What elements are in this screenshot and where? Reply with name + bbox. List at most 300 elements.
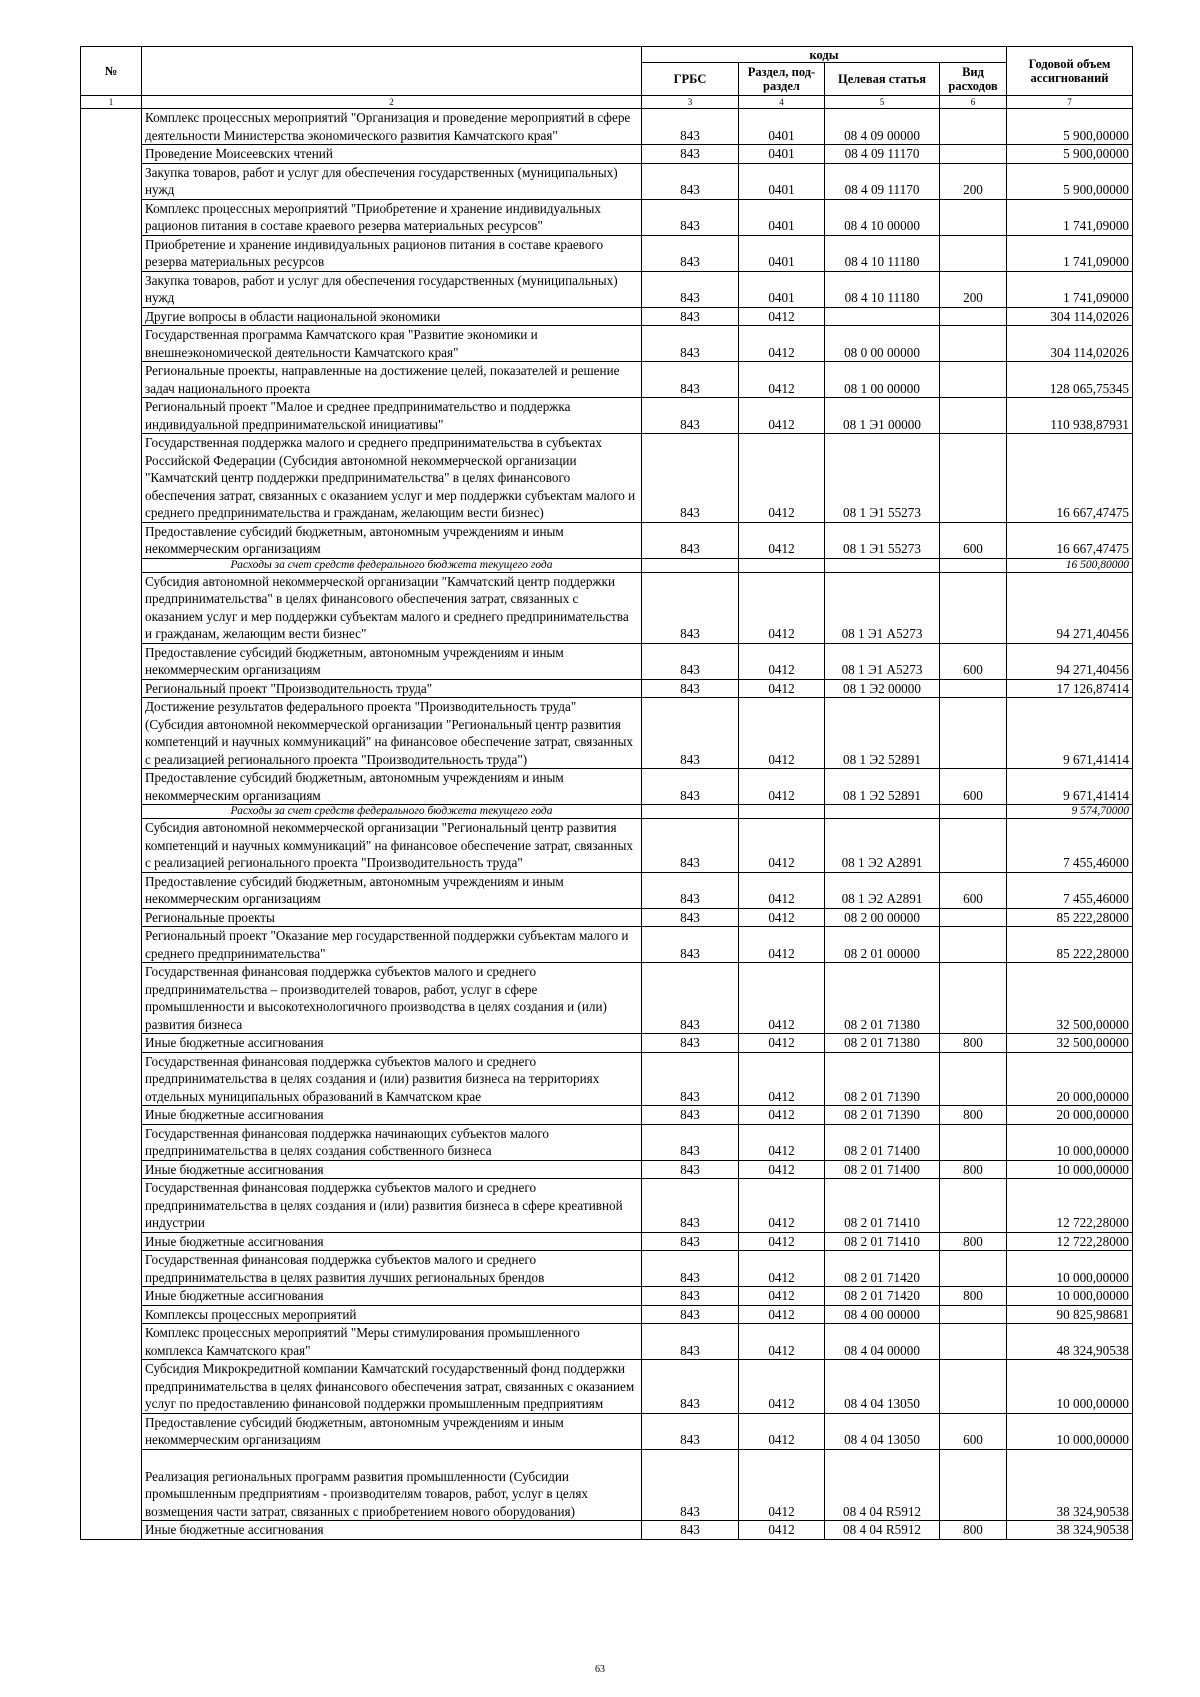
table-row (81, 1124, 1133, 1160)
table-row (81, 679, 1133, 698)
amount-cell: 1 741,09000 (1007, 199, 1133, 235)
grbs-code-cell: 843 (642, 1179, 739, 1233)
row-number-cell (81, 398, 142, 434)
federal-funds-row (81, 805, 1133, 819)
razdel-code-cell: 0401 (739, 163, 825, 199)
expense-name-cell: Субсидия автономной некоммерческой организации "Региональный центр развития компетенций и научных коммуникаций" на финансовое обеспечение затрат, связанных с реализацией регионального проекта "Производительность труда" (142, 819, 642, 873)
razdel-code-cell: 0412 (739, 1052, 825, 1106)
expense-name-cell: Иные бюджетные ассигнования (142, 1521, 642, 1540)
expense-type-cell (940, 1324, 1007, 1360)
amount-cell: 9 574,70000 (1007, 805, 1133, 819)
target-article-cell: 08 2 01 71410 (825, 1232, 940, 1251)
grbs-code-cell (642, 805, 739, 819)
expense-name-cell: Другие вопросы в области национальной экономики (142, 307, 642, 326)
col-index-6: 6 (940, 96, 1007, 109)
row-number-cell (81, 1232, 142, 1251)
amount-cell: 90 825,98681 (1007, 1305, 1133, 1324)
table-row (81, 362, 1133, 398)
row-number-cell (81, 1521, 142, 1540)
expense-type-cell (940, 679, 1007, 698)
target-article-cell: 08 2 00 00000 (825, 908, 940, 927)
target-article-cell: 08 2 01 00000 (825, 927, 940, 963)
expense-name-cell: Иные бюджетные ассигнования (142, 1232, 642, 1251)
expense-type-cell (940, 1251, 1007, 1287)
expense-type-cell (940, 558, 1007, 572)
target-article-cell: 08 1 Э1 55273 (825, 522, 940, 558)
table-row (81, 769, 1133, 805)
vid-header: Вид расходов (940, 63, 1007, 96)
expense-name-cell: Региональные проекты (142, 908, 642, 927)
razdel-code-cell: 0412 (739, 819, 825, 873)
table-row (81, 572, 1133, 643)
amount-cell: 110 938,87931 (1007, 398, 1133, 434)
target-article-cell: 08 2 01 71390 (825, 1106, 940, 1125)
expense-name-cell: Закупка товаров, работ и услуг для обеспечения государственных (муниципальных) нужд (142, 271, 642, 307)
amount-cell: 20 000,00000 (1007, 1052, 1133, 1106)
table-row (81, 927, 1133, 963)
expense-name-cell: Расходы за счет средств федерального бюджета текущего года (142, 558, 642, 572)
table-row (81, 1251, 1133, 1287)
target-article-cell: 08 4 09 00000 (825, 109, 940, 145)
expense-type-cell: 200 (940, 163, 1007, 199)
grbs-code-cell: 843 (642, 872, 739, 908)
amount-cell: 7 455,46000 (1007, 872, 1133, 908)
expense-name-cell: Достижение результатов федерального проекта "Производительность труда" (Субсидия автономной некоммерческой организации "Региональный центр развития компетенций и научных коммуникаций" на финансовое обеспечение затрат, связанных с реализацией регионального проекта "Производительность труда") (142, 698, 642, 769)
row-number-cell (81, 1179, 142, 1233)
row-number-cell (81, 572, 142, 643)
expense-name-cell: Комплексы процессных мероприятий (142, 1305, 642, 1324)
row-number-cell (81, 235, 142, 271)
amount-cell: 9 671,41414 (1007, 769, 1133, 805)
target-article-cell: 08 4 04 R5912 (825, 1521, 940, 1540)
grbs-code-cell: 843 (642, 963, 739, 1034)
grbs-code-cell: 843 (642, 769, 739, 805)
row-number-cell (81, 805, 142, 819)
expense-name-cell: Государственная финансовая поддержка субъектов малого и среднего предпринимательства в целях создания и (или) развития бизнеса в сфере креативной индустрии (142, 1179, 642, 1233)
grbs-code-cell: 843 (642, 1449, 739, 1521)
amount-cell: 10 000,00000 (1007, 1360, 1133, 1414)
expense-type-cell (940, 307, 1007, 326)
target-article-cell: 08 1 Э2 А2891 (825, 819, 940, 873)
razdel-code-cell: 0412 (739, 679, 825, 698)
expense-name-cell: Субсидия Микрокредитной компании Камчатский государственный фонд поддержки предпринимательства в целях финансового обеспечения затрат, связанных с оказанием услуг по предоставлению финансовой поддержки промышленным предприятиям (142, 1360, 642, 1414)
table-row (81, 819, 1133, 873)
amount-cell: 5 900,00000 (1007, 109, 1133, 145)
amount-cell: 48 324,90538 (1007, 1324, 1133, 1360)
expense-name-cell: Государственная финансовая поддержка субъектов малого и среднего предпринимательства – производителей товаров, работ, услуг в сфере промышленности и высокотехнологичного производства в целях создания и (или) развития бизнеса (142, 963, 642, 1034)
expense-type-cell (940, 362, 1007, 398)
col-name-header (142, 47, 642, 96)
codes-header: коды (642, 47, 1007, 63)
row-number-cell (81, 1305, 142, 1324)
table-row (81, 163, 1133, 199)
expense-name-cell: Расходы за счет средств федерального бюджета текущего года (142, 805, 642, 819)
razdel-code-cell: 0412 (739, 1360, 825, 1414)
razdel-code-cell: 0412 (739, 643, 825, 679)
grbs-code-cell: 843 (642, 1052, 739, 1106)
grbs-code-cell: 843 (642, 434, 739, 523)
grbs-code-cell: 843 (642, 199, 739, 235)
razdel-code-cell: 0412 (739, 1124, 825, 1160)
target-article-cell (825, 307, 940, 326)
grbs-code-cell (642, 558, 739, 572)
expense-name-cell: Региональный проект "Оказание мер государственной поддержки субъектам малого и среднего предпринимательства" (142, 927, 642, 963)
razdel-code-cell (739, 805, 825, 819)
razdel-code-cell: 0412 (739, 1034, 825, 1053)
target-article-cell: 08 2 01 71390 (825, 1052, 940, 1106)
row-number-cell (81, 522, 142, 558)
row-number-cell (81, 271, 142, 307)
expense-type-cell (940, 145, 1007, 164)
amount-cell: 94 271,40456 (1007, 643, 1133, 679)
table-row (81, 199, 1133, 235)
amount-cell: 7 455,46000 (1007, 819, 1133, 873)
expense-name-cell: Государственная финансовая поддержка субъектов малого и среднего предпринимательства в целях создания и (или) развития бизнеса на территориях отдельных муниципальных образований в Камчатском крае (142, 1052, 642, 1106)
grbs-code-cell: 843 (642, 1360, 739, 1414)
table-row (81, 1413, 1133, 1449)
expense-name-cell: Иные бюджетные ассигнования (142, 1160, 642, 1179)
amount-cell: 5 900,00000 (1007, 163, 1133, 199)
expense-type-cell: 600 (940, 872, 1007, 908)
grbs-code-cell: 843 (642, 1251, 739, 1287)
row-number-cell (81, 1287, 142, 1306)
razdel-code-cell: 0412 (739, 698, 825, 769)
expense-type-cell (940, 927, 1007, 963)
grbs-code-cell: 843 (642, 643, 739, 679)
grbs-code-cell: 843 (642, 927, 739, 963)
grbs-code-cell: 843 (642, 698, 739, 769)
row-number-cell (81, 362, 142, 398)
col-index-2: 2 (142, 96, 642, 109)
target-article-cell: 08 4 04 R5912 (825, 1449, 940, 1521)
amount-cell: 32 500,00000 (1007, 1034, 1133, 1053)
razdel-code-cell: 0412 (739, 326, 825, 362)
col-number-header: № (81, 47, 142, 96)
expense-name-cell: Комплекс процессных мероприятий "Меры стимулирования промышленного комплекса Камчатского края" (142, 1324, 642, 1360)
expense-name-cell: Региональный проект "Малое и среднее предпринимательство и поддержка индивидуальной предпринимательской инициативы" (142, 398, 642, 434)
row-number-cell (81, 326, 142, 362)
table-row (81, 1305, 1133, 1324)
target-article-cell: 08 1 Э2 А2891 (825, 872, 940, 908)
expense-type-cell (940, 1449, 1007, 1521)
expense-name-cell: Государственная финансовая поддержка начинающих субъектов малого предпринимательства в целях создания собственного бизнеса (142, 1124, 642, 1160)
target-article-cell: 08 0 00 00000 (825, 326, 940, 362)
table-body (81, 109, 1133, 1540)
expense-type-cell (940, 109, 1007, 145)
target-article-cell: 08 4 04 00000 (825, 1324, 940, 1360)
grbs-code-cell: 843 (642, 398, 739, 434)
row-number-cell (81, 307, 142, 326)
table-row (81, 1449, 1133, 1521)
expense-name-cell: Государственная поддержка малого и среднего предпринимательства в субъектах Российской Федерации (Субсидия автономной некоммерческой организации "Камчатский центр поддержки предпринимательства" в целях финансового обеспечения затрат, связанных с оказанием услуг и мер поддержки субъектам малого и среднего предпринимательства и гражданам, желающим вести бизнес) (142, 434, 642, 523)
table-row (81, 1287, 1133, 1306)
amount-cell: 17 126,87414 (1007, 679, 1133, 698)
grbs-code-cell: 843 (642, 271, 739, 307)
table-row (81, 1034, 1133, 1053)
target-article-cell: 08 4 10 00000 (825, 199, 940, 235)
grbs-header: ГРБС (642, 63, 739, 96)
target-article-cell: 08 1 Э1 А5273 (825, 643, 940, 679)
amount-cell: 304 114,02026 (1007, 307, 1133, 326)
grbs-code-cell: 843 (642, 522, 739, 558)
expense-type-cell (940, 963, 1007, 1034)
grbs-code-cell: 843 (642, 572, 739, 643)
razdel-code-cell: 0412 (739, 307, 825, 326)
amount-cell: 10 000,00000 (1007, 1287, 1133, 1306)
amount-cell: 5 900,00000 (1007, 145, 1133, 164)
col-index-3: 3 (642, 96, 739, 109)
grbs-code-cell: 843 (642, 1232, 739, 1251)
expense-type-cell: 600 (940, 522, 1007, 558)
expense-type-cell (940, 326, 1007, 362)
row-number-cell (81, 643, 142, 679)
expense-type-cell (940, 805, 1007, 819)
razdel-code-cell: 0412 (739, 1287, 825, 1306)
target-article-cell: 08 1 Э2 52891 (825, 769, 940, 805)
col-index-5: 5 (825, 96, 940, 109)
celevaya-header: Целевая статья (825, 63, 940, 96)
target-article-cell (825, 558, 940, 572)
target-article-cell: 08 1 Э1 00000 (825, 398, 940, 434)
amount-cell: 20 000,00000 (1007, 1106, 1133, 1125)
row-number-cell (81, 199, 142, 235)
grbs-code-cell: 843 (642, 326, 739, 362)
target-article-cell: 08 4 09 11170 (825, 145, 940, 164)
expense-type-cell (940, 819, 1007, 873)
grbs-code-cell: 843 (642, 307, 739, 326)
target-article-cell: 08 1 00 00000 (825, 362, 940, 398)
target-article-cell: 08 2 01 71420 (825, 1287, 940, 1306)
razdel-code-cell: 0412 (739, 1179, 825, 1233)
expense-type-cell (940, 1360, 1007, 1414)
expense-type-cell (940, 698, 1007, 769)
table-row (81, 326, 1133, 362)
razdel-code-cell: 0412 (739, 522, 825, 558)
amount-cell: 38 324,90538 (1007, 1521, 1133, 1540)
row-number-cell (81, 1324, 142, 1360)
expense-name-cell: Проведение Моисеевских чтений (142, 145, 642, 164)
row-number-cell (81, 1449, 142, 1521)
expense-name-cell: Государственная программа Камчатского края "Развитие экономики и внешнеэкономической деятельности Камчатского края" (142, 326, 642, 362)
table-row (81, 109, 1133, 145)
col-index-4: 4 (739, 96, 825, 109)
federal-funds-row (81, 558, 1133, 572)
grbs-code-cell: 843 (642, 1287, 739, 1306)
table-row (81, 522, 1133, 558)
row-number-cell (81, 558, 142, 572)
col-index-7: 7 (1007, 96, 1133, 109)
row-number-cell (81, 434, 142, 523)
row-number-cell (81, 698, 142, 769)
row-number-cell (81, 1251, 142, 1287)
razdel-code-cell: 0412 (739, 1251, 825, 1287)
budget-table (80, 46, 1133, 1540)
expense-type-cell: 800 (940, 1106, 1007, 1125)
table-row (81, 1521, 1133, 1540)
expense-type-cell (940, 1052, 1007, 1106)
row-number-cell (81, 1413, 142, 1449)
grbs-code-cell: 843 (642, 1160, 739, 1179)
expense-name-cell: Предоставление субсидий бюджетным, автономным учреждениям и иным некоммерческим организациям (142, 1413, 642, 1449)
grbs-code-cell: 843 (642, 1124, 739, 1160)
row-number-cell (81, 908, 142, 927)
table-row (81, 1232, 1133, 1251)
row-number-cell (81, 963, 142, 1034)
expense-name-cell: Региональные проекты, направленные на достижение целей, показателей и решение задач национального проекта (142, 362, 642, 398)
razdel-code-cell: 0412 (739, 1106, 825, 1125)
table-row (81, 1179, 1133, 1233)
razdel-code-cell: 0401 (739, 109, 825, 145)
table-row (81, 1052, 1133, 1106)
razdel-code-cell: 0401 (739, 271, 825, 307)
razdel-code-cell: 0401 (739, 145, 825, 164)
amount-cell: 85 222,28000 (1007, 908, 1133, 927)
razdel-code-cell: 0412 (739, 362, 825, 398)
expense-type-cell: 800 (940, 1232, 1007, 1251)
row-number-cell (81, 1124, 142, 1160)
expense-name-cell: Иные бюджетные ассигнования (142, 1034, 642, 1053)
table-row (81, 872, 1133, 908)
row-number-cell (81, 769, 142, 805)
target-article-cell: 08 2 01 71380 (825, 1034, 940, 1053)
amount-cell: 128 065,75345 (1007, 362, 1133, 398)
table-header (81, 47, 1133, 109)
amount-cell: 85 222,28000 (1007, 927, 1133, 963)
row-number-cell (81, 1034, 142, 1053)
expense-type-cell: 800 (940, 1287, 1007, 1306)
expense-type-cell: 600 (940, 1413, 1007, 1449)
razdel-code-cell: 0412 (739, 908, 825, 927)
row-number-cell (81, 1360, 142, 1414)
razdel-code-cell: 0412 (739, 1324, 825, 1360)
amount-cell: 10 000,00000 (1007, 1124, 1133, 1160)
expense-name-cell: Приобретение и хранение индивидуальных рационов питания в составе краевого резерва материальных ресурсов (142, 235, 642, 271)
grbs-code-cell: 843 (642, 908, 739, 927)
amount-cell: 38 324,90538 (1007, 1449, 1133, 1521)
razdel-code-cell: 0412 (739, 927, 825, 963)
target-article-cell: 08 4 04 13050 (825, 1413, 940, 1449)
expense-name-cell: Предоставление субсидий бюджетным, автономным учреждениям и иным некоммерческим организациям (142, 769, 642, 805)
target-article-cell: 08 4 10 11180 (825, 235, 940, 271)
expense-name-cell: Предоставление субсидий бюджетным, автономным учреждениям и иным некоммерческим организациям (142, 872, 642, 908)
col-index-1: 1 (81, 96, 142, 109)
amount-cell: 1 741,09000 (1007, 235, 1133, 271)
razdel-code-cell: 0412 (739, 398, 825, 434)
razdel-code-cell: 0412 (739, 1413, 825, 1449)
razdel-code-cell: 0412 (739, 1305, 825, 1324)
target-article-cell: 08 2 01 71420 (825, 1251, 940, 1287)
expense-type-cell: 800 (940, 1034, 1007, 1053)
grbs-code-cell: 843 (642, 1106, 739, 1125)
grbs-code-cell: 843 (642, 145, 739, 164)
expense-type-cell (940, 398, 1007, 434)
row-number-cell (81, 1106, 142, 1125)
target-article-cell: 08 2 01 71380 (825, 963, 940, 1034)
grbs-code-cell: 843 (642, 1305, 739, 1324)
amount-cell: 10 000,00000 (1007, 1251, 1133, 1287)
razdel-header: Раздел, под-раздел (739, 63, 825, 96)
target-article-cell: 08 4 09 11170 (825, 163, 940, 199)
grbs-code-cell: 843 (642, 1034, 739, 1053)
grbs-code-cell: 843 (642, 362, 739, 398)
expense-type-cell (940, 908, 1007, 927)
razdel-code-cell: 0401 (739, 235, 825, 271)
razdel-code-cell: 0412 (739, 963, 825, 1034)
expense-name-cell: Государственная финансовая поддержка субъектов малого и среднего предпринимательства в целях развития лучших региональных брендов (142, 1251, 642, 1287)
row-number-cell (81, 109, 142, 145)
expense-type-cell (940, 1179, 1007, 1233)
grbs-code-cell: 843 (642, 1324, 739, 1360)
expense-type-cell (940, 572, 1007, 643)
grbs-code-cell: 843 (642, 109, 739, 145)
table-row (81, 145, 1133, 164)
expense-name-cell: Предоставление субсидий бюджетным, автономным учреждениям и иным некоммерческим организациям (142, 643, 642, 679)
table-row (81, 698, 1133, 769)
table-row (81, 1160, 1133, 1179)
expense-type-cell (940, 1124, 1007, 1160)
amount-cell: 12 722,28000 (1007, 1232, 1133, 1251)
target-article-cell: 08 1 Э1 А5273 (825, 572, 940, 643)
target-article-cell: 08 1 Э2 00000 (825, 679, 940, 698)
razdel-code-cell: 0412 (739, 769, 825, 805)
expense-name-cell: Субсидия автономной некоммерческой организации "Камчатский центр поддержки предпринимательства" в целях финансового обеспечения затрат, связанных с оказанием услуг и мер поддержки субъектам малого и среднего предпринимательства и гражданам, желающим вести бизнес" (142, 572, 642, 643)
expense-name-cell: Комплекс процессных мероприятий "Организация и проведение мероприятий в сфере деятельности Министерства экономического развития Камчатского края" (142, 109, 642, 145)
table-row (81, 307, 1133, 326)
expense-type-cell (940, 235, 1007, 271)
expense-name-cell: Региональный проект "Производительность труда" (142, 679, 642, 698)
expense-name-cell: Комплекс процессных мероприятий "Приобретение и хранение индивидуальных рационов питания в составе краевого резерва материальных ресурсов" (142, 199, 642, 235)
table-row (81, 398, 1133, 434)
amount-cell: 94 271,40456 (1007, 572, 1133, 643)
expense-type-cell: 200 (940, 271, 1007, 307)
target-article-cell: 08 2 01 71400 (825, 1160, 940, 1179)
amount-cell: 1 741,09000 (1007, 271, 1133, 307)
target-article-cell: 08 2 01 71400 (825, 1124, 940, 1160)
table-row (81, 963, 1133, 1034)
table-row (81, 643, 1133, 679)
budget-table-sheet (80, 46, 1132, 1540)
razdel-code-cell: 0412 (739, 1160, 825, 1179)
table-row (81, 434, 1133, 523)
grbs-code-cell: 843 (642, 235, 739, 271)
expense-name-cell: Иные бюджетные ассигнования (142, 1106, 642, 1125)
grbs-code-cell: 843 (642, 819, 739, 873)
expense-type-cell: 800 (940, 1160, 1007, 1179)
row-number-cell (81, 927, 142, 963)
amount-cell: 10 000,00000 (1007, 1160, 1133, 1179)
table-row (81, 271, 1133, 307)
amount-cell: 16 500,80000 (1007, 558, 1133, 572)
expense-type-cell (940, 199, 1007, 235)
expense-type-cell: 600 (940, 643, 1007, 679)
amount-cell: 16 667,47475 (1007, 434, 1133, 523)
expense-name-cell: Иные бюджетные ассигнования (142, 1287, 642, 1306)
table-row (81, 1360, 1133, 1414)
amount-cell: 12 722,28000 (1007, 1179, 1133, 1233)
amount-cell: 16 667,47475 (1007, 522, 1133, 558)
amount-cell: 9 671,41414 (1007, 698, 1133, 769)
table-row (81, 1324, 1133, 1360)
grbs-code-cell: 843 (642, 1413, 739, 1449)
razdel-code-cell: 0412 (739, 1232, 825, 1251)
row-number-cell (81, 872, 142, 908)
row-number-cell (81, 819, 142, 873)
grbs-code-cell: 843 (642, 1521, 739, 1540)
table-row (81, 235, 1133, 271)
target-article-cell: 08 2 01 71410 (825, 1179, 940, 1233)
target-article-cell: 08 4 10 11180 (825, 271, 940, 307)
expense-type-cell: 800 (940, 1521, 1007, 1540)
